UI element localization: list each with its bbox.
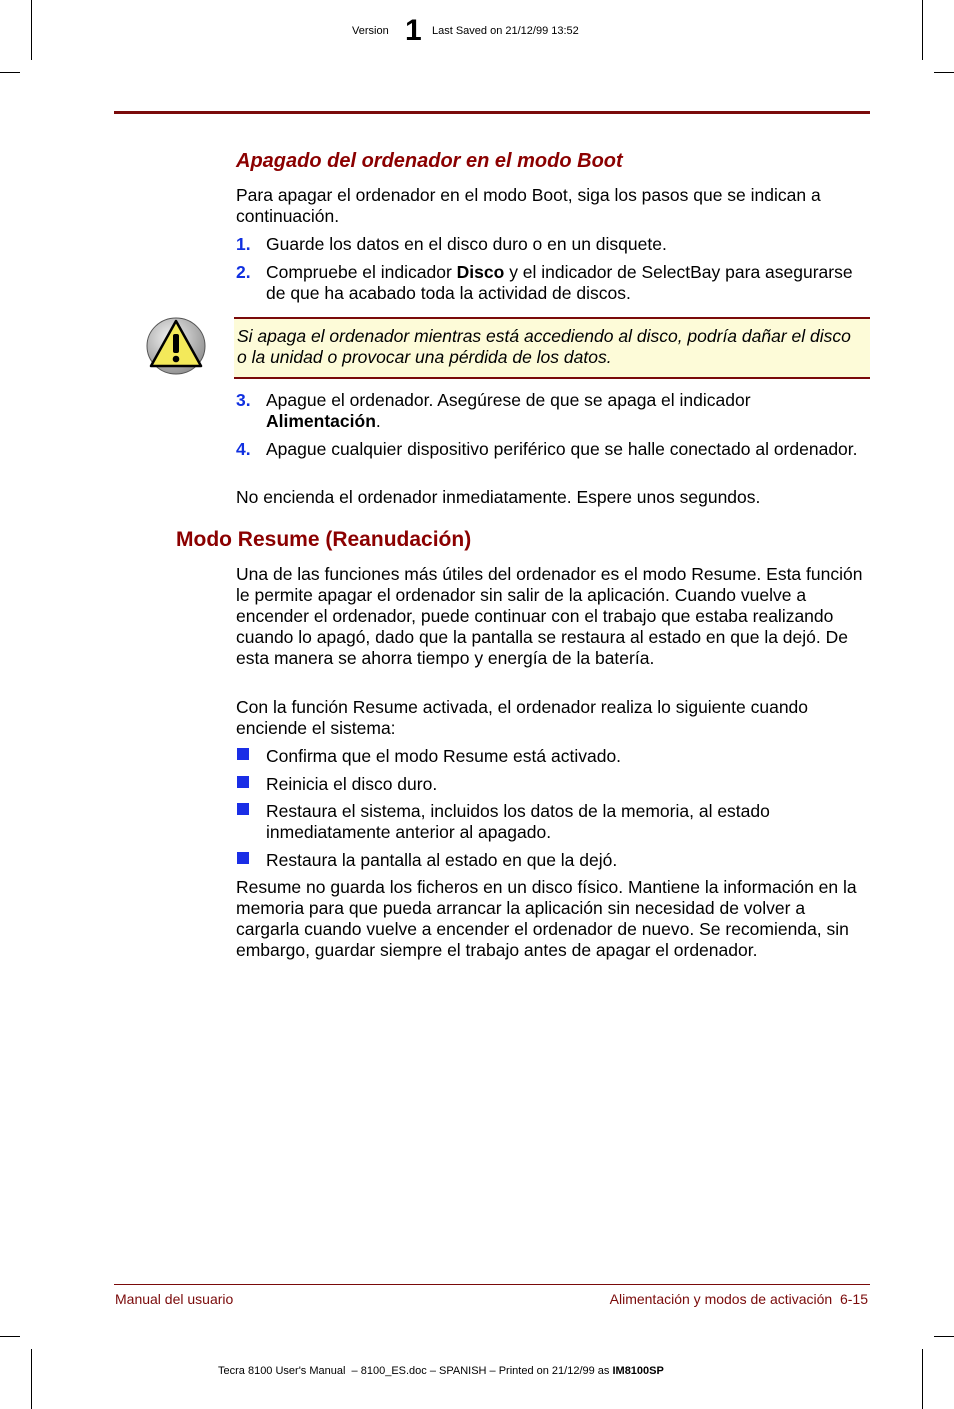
list-item: Restaura la pantalla al estado en que la dejó. bbox=[266, 850, 618, 870]
indicator-name: Alimentación bbox=[266, 411, 376, 431]
crop-mark bbox=[922, 1349, 923, 1409]
step-number: 2. bbox=[236, 262, 251, 282]
last-saved: Last Saved on 21/12/99 13:52 bbox=[432, 25, 579, 37]
bullet-icon bbox=[237, 748, 249, 760]
crop-mark bbox=[0, 72, 20, 73]
subsection-title: Apagado del ordenador en el modo Boot bbox=[236, 150, 623, 172]
section-title: Modo Resume (Reanudación) bbox=[176, 528, 472, 551]
crop-mark bbox=[934, 72, 954, 73]
bullet-icon bbox=[237, 852, 249, 864]
crop-mark bbox=[31, 1349, 32, 1409]
resume-paragraph: Resume no guarda los ficheros en un disco físico. Mantiene la información en la memoria para que pueda arrancar la aplicación sin necesidad de volver a cargarla cuando vuelve a encender el ordenador de nuevo. Se recomienda, sin embargo, guardar siempre el trabajo antes de apagar el ordenador. bbox=[236, 877, 857, 960]
step-number: 4. bbox=[236, 439, 251, 459]
crop-mark bbox=[0, 1336, 20, 1337]
step-number: 3. bbox=[236, 390, 251, 410]
crop-mark bbox=[922, 0, 923, 60]
resume-paragraph: Una de las funciones más útiles del ordenador es el modo Resume. Esta función le permite apagar el ordenador sin salir de la aplicación. Cuando vuelve a encender el ordenador, puede continuar con el trabajo que estaba realizando cuando lo apagó, dado que la pantalla se restaura al estado en que la dejó. De esta manera se ahorra tiempo y energía de la batería. bbox=[236, 564, 863, 668]
step-text: Guarde los datos en el disco duro o en un disquete. bbox=[266, 234, 667, 254]
list-item: Confirma que el modo Resume está activado. bbox=[266, 746, 622, 766]
caution-box bbox=[234, 317, 870, 379]
footer-rule bbox=[114, 1284, 870, 1285]
footer-left: Manual del usuario bbox=[115, 1291, 234, 1307]
warning-triangle-icon bbox=[144, 316, 208, 376]
list-item: Restaura el sistema, incluidos los datos de la memoria, al estado inmediatamente anterior al apagado. bbox=[266, 801, 770, 842]
version-label: Version bbox=[352, 25, 389, 37]
bullet-icon bbox=[237, 776, 249, 788]
step-text: Apague el ordenador. Asegúrese de que se apaga el indicador Alimentación. bbox=[266, 390, 751, 431]
crop-mark bbox=[31, 0, 32, 60]
resume-paragraph: Con la función Resume activada, el ordenador realiza lo siguiente cuando enciende el sistema: bbox=[236, 697, 809, 738]
subsection-closing: No encienda el ordenador inmediatamente. Espere unos segundos. bbox=[236, 487, 761, 507]
version-number: 1 bbox=[405, 14, 422, 47]
step-text: Compruebe el indicador Disco y el indicador de SelectBay para asegurarse de que ha acabado toda la actividad de discos. bbox=[266, 262, 853, 303]
step-text: Apague cualquier dispositivo periférico que se halle conectado al ordenador. bbox=[266, 439, 858, 459]
step-number: 1. bbox=[236, 234, 251, 254]
indicator-name: Disco bbox=[456, 262, 505, 282]
caution-text: Si apaga el ordenador mientras está accediendo al disco, podría dañar el disco o la unidad o provocar una pérdida de los datos. bbox=[237, 326, 851, 367]
top-rule bbox=[114, 111, 870, 114]
bullet-icon bbox=[237, 803, 249, 815]
crop-mark bbox=[934, 1336, 954, 1337]
subsection-intro: Para apagar el ordenador en el modo Boot, siga los pasos que se indican a continuación. bbox=[236, 185, 821, 226]
footer-right: Alimentación y modos de activación 6-15 bbox=[609, 1291, 868, 1307]
list-item: Reinicia el disco duro. bbox=[266, 774, 438, 794]
print-code: IM8100SP bbox=[612, 1365, 664, 1377]
print-info: Tecra 8100 User's Manual – 8100_ES.doc – SPANISH – Printed on 21/12/99 as IM8100SP bbox=[218, 1365, 664, 1377]
